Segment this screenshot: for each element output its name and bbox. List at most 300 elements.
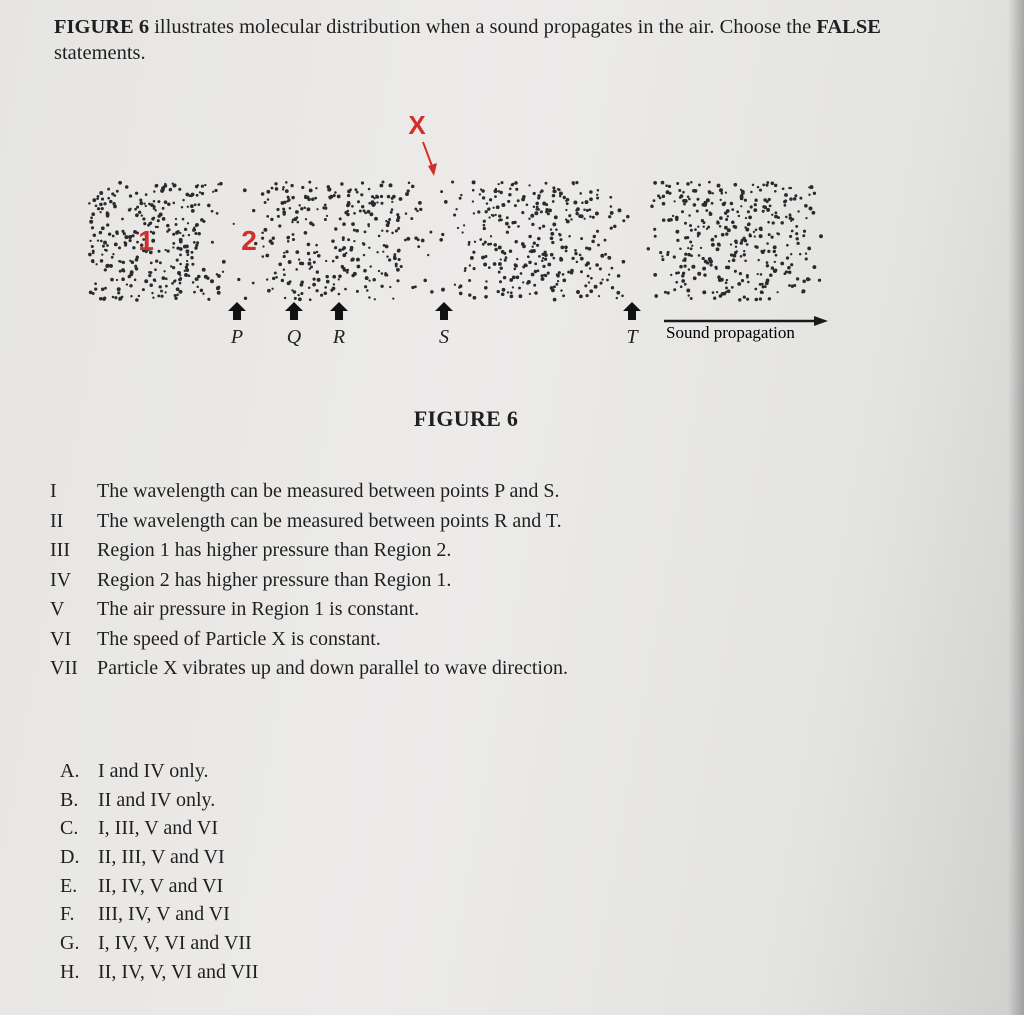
air-particle (560, 289, 562, 291)
air-particle (747, 224, 749, 226)
air-particle (91, 212, 95, 216)
air-particle (324, 286, 327, 289)
air-particle (682, 272, 685, 275)
air-particle (102, 245, 105, 248)
air-particle (287, 196, 290, 199)
air-particle (746, 243, 749, 246)
statement-number: III (50, 539, 70, 561)
air-particle (738, 298, 741, 301)
air-particle (356, 258, 360, 262)
air-particle (175, 218, 177, 220)
air-particle (690, 247, 693, 250)
air-particle (784, 204, 787, 207)
air-particle (743, 295, 746, 298)
air-particle (702, 225, 704, 227)
air-particle (295, 210, 299, 214)
air-particle (536, 244, 539, 247)
air-particle (89, 220, 93, 224)
air-particle (198, 203, 201, 206)
air-particle (270, 218, 273, 221)
answer-option[interactable] (60, 932, 660, 961)
air-particle (138, 295, 140, 297)
air-particle (601, 278, 603, 280)
air-particle (481, 256, 485, 260)
air-particle (573, 201, 577, 205)
air-particle (585, 294, 588, 297)
air-particle (337, 194, 341, 198)
air-particle (746, 298, 749, 301)
air-particle (760, 273, 763, 276)
air-particle (290, 184, 293, 187)
air-particle (710, 264, 713, 267)
air-particle (344, 288, 347, 291)
air-particle (610, 205, 613, 208)
air-particle (124, 241, 127, 244)
air-particle (305, 218, 307, 220)
air-particle (89, 240, 91, 242)
air-particle (97, 239, 99, 241)
air-particle (380, 202, 383, 205)
air-particle (128, 235, 132, 239)
air-particle (555, 283, 558, 286)
option-text: II and IV only. (98, 788, 216, 811)
air-particle (485, 280, 487, 282)
air-particle (103, 297, 106, 300)
air-particle (366, 289, 369, 292)
air-particle (421, 239, 425, 243)
air-particle (464, 269, 467, 272)
air-particle (733, 183, 737, 187)
photo-edge-shadow (1008, 0, 1024, 1015)
air-particle (488, 266, 491, 269)
air-particle (118, 181, 122, 185)
air-particle (722, 202, 726, 206)
air-particle (746, 274, 749, 277)
air-particle (309, 298, 312, 301)
air-particle (346, 213, 350, 217)
air-particle (521, 211, 524, 214)
air-particle (565, 209, 567, 211)
air-particle (161, 276, 165, 280)
air-particle (455, 208, 457, 210)
air-particle (654, 235, 657, 238)
air-particle (473, 267, 476, 270)
air-particle (379, 184, 383, 188)
air-particle (270, 241, 274, 245)
air-particle (703, 273, 706, 276)
air-particle (598, 295, 600, 297)
air-particle (316, 208, 318, 210)
answer-option[interactable] (60, 817, 660, 846)
air-particle (396, 279, 399, 282)
air-particle (479, 238, 482, 241)
air-particle (560, 246, 564, 250)
answer-option[interactable] (60, 875, 660, 904)
air-particle (767, 250, 770, 253)
statement-item (50, 480, 750, 510)
air-particle (613, 225, 616, 228)
air-particle (725, 191, 727, 193)
air-particle (136, 206, 139, 209)
air-particle (696, 198, 699, 201)
particle-x-label: X (408, 110, 426, 140)
air-particle (405, 212, 408, 215)
air-particle (266, 190, 270, 194)
air-particle (766, 242, 769, 245)
air-particle (758, 259, 760, 261)
air-particle (529, 293, 531, 295)
air-particle (396, 268, 400, 272)
air-particle (591, 240, 595, 244)
air-particle (395, 230, 398, 233)
air-particle (518, 287, 521, 290)
air-particle (96, 197, 99, 200)
air-particle (150, 203, 154, 207)
air-particle (579, 192, 582, 195)
air-particle (342, 222, 346, 226)
air-particle (328, 188, 332, 192)
air-particle (99, 203, 103, 207)
air-particle (753, 208, 757, 212)
air-particle (157, 200, 160, 203)
point-s-marker (435, 302, 453, 348)
air-particle (285, 181, 288, 184)
point-p-marker (228, 302, 246, 348)
air-particle (411, 286, 414, 289)
air-particle (300, 207, 303, 210)
air-particle (261, 237, 264, 240)
air-particle (754, 198, 757, 201)
air-particle (743, 253, 746, 256)
air-particle (182, 234, 185, 237)
air-particle (522, 281, 524, 283)
air-particle (501, 250, 505, 254)
air-particle (544, 258, 547, 261)
option-text: I and IV only. (98, 760, 209, 782)
air-particle (107, 188, 110, 191)
air-particle (522, 265, 525, 268)
air-particle (274, 272, 277, 275)
air-particle (356, 290, 359, 293)
air-particle (653, 273, 657, 277)
air-particle (618, 208, 622, 212)
air-particle (807, 246, 811, 250)
air-particle (749, 233, 751, 235)
air-particle (103, 241, 107, 245)
air-particle (135, 298, 139, 302)
air-particle (541, 253, 544, 256)
air-particle (164, 249, 166, 251)
air-particle (172, 266, 175, 269)
air-particle (116, 190, 119, 193)
air-particle (528, 261, 531, 264)
air-particle (599, 282, 602, 285)
air-particle (219, 182, 223, 186)
air-particle (567, 271, 570, 274)
air-particle (341, 267, 344, 270)
air-particle (583, 218, 585, 220)
air-particle (771, 214, 773, 216)
air-particle (616, 291, 620, 295)
air-particle (764, 285, 767, 288)
air-particle (129, 284, 132, 287)
air-particle (176, 294, 179, 297)
air-particle (380, 195, 383, 198)
air-particle (585, 247, 588, 250)
air-particle (216, 286, 220, 290)
air-particle (172, 233, 175, 236)
air-particle (383, 244, 386, 247)
air-particle (537, 237, 541, 241)
air-particle (106, 214, 110, 218)
air-particle (537, 208, 540, 211)
air-particle (559, 238, 562, 241)
air-particle (711, 202, 714, 205)
air-particle (726, 209, 730, 213)
air-particle (308, 181, 311, 184)
air-particle (171, 282, 174, 285)
air-particle (294, 297, 297, 300)
air-particle (282, 208, 285, 211)
air-particle (480, 188, 482, 190)
air-particle (185, 249, 189, 253)
air-particle (482, 196, 485, 199)
air-particle (494, 195, 497, 198)
air-particle (683, 203, 686, 206)
air-particle (500, 219, 503, 222)
air-particle (335, 256, 338, 259)
air-particle (806, 277, 810, 281)
air-particle (184, 270, 186, 272)
air-particle (553, 257, 556, 260)
air-particle (118, 246, 121, 249)
answer-option[interactable] (60, 789, 660, 818)
air-particle (145, 205, 147, 207)
air-particle (611, 286, 614, 289)
air-particle (488, 216, 490, 218)
air-particle (202, 268, 206, 272)
air-particle (308, 287, 311, 290)
air-particle (514, 181, 518, 185)
answer-options (60, 760, 660, 990)
air-particle (285, 189, 289, 193)
air-particle (152, 297, 154, 299)
option-letter: H. (60, 960, 80, 983)
air-particle (505, 256, 508, 259)
air-particle (604, 239, 607, 242)
air-particle (283, 252, 285, 254)
air-particle (763, 205, 767, 209)
air-particle (390, 211, 393, 214)
air-particle (572, 181, 575, 184)
air-particle (112, 253, 114, 255)
air-particle (687, 247, 689, 249)
air-particle (760, 250, 763, 253)
air-particle (266, 215, 269, 218)
air-particle (506, 216, 509, 219)
air-particle (595, 212, 599, 216)
air-particle (516, 258, 518, 260)
air-particle (202, 293, 204, 295)
air-particle (386, 255, 388, 257)
air-particle (212, 191, 214, 193)
air-particle (610, 227, 613, 230)
air-particle (177, 271, 181, 275)
air-particle (457, 227, 459, 229)
air-particle (364, 285, 367, 288)
option-letter: B. (60, 788, 79, 811)
statement-text: The wavelength can be measured between points P and S. (97, 480, 560, 502)
air-particle (311, 197, 315, 201)
air-particle (725, 266, 729, 270)
air-particle (766, 279, 770, 283)
air-particle (515, 188, 518, 191)
air-particle (773, 269, 777, 273)
air-particle (575, 209, 578, 212)
air-particle (812, 265, 816, 269)
air-particle (508, 193, 511, 196)
air-particle (107, 197, 110, 200)
air-particle (487, 208, 490, 211)
air-particle (477, 210, 480, 213)
air-particle (719, 188, 723, 192)
air-particle (156, 226, 159, 229)
air-particle (252, 282, 255, 285)
air-particle (129, 208, 131, 210)
air-particle (184, 228, 187, 231)
air-particle (802, 280, 806, 284)
air-particle (214, 189, 217, 192)
air-particle (541, 277, 545, 281)
answer-option[interactable] (60, 903, 660, 932)
air-particle (767, 221, 770, 224)
answer-option[interactable] (60, 760, 660, 789)
air-particle (472, 200, 474, 202)
air-particle (584, 284, 587, 287)
air-particle (702, 267, 706, 271)
air-particle (179, 253, 182, 256)
arrow-shaft (233, 310, 241, 320)
air-particle (766, 208, 770, 212)
air-particle (762, 184, 765, 187)
air-particle (244, 297, 247, 300)
air-particle (791, 230, 794, 233)
figure-caption: FIGURE 6 (413, 406, 519, 431)
air-particle (795, 232, 798, 235)
air-particle (118, 297, 122, 301)
air-particle (387, 195, 390, 198)
question-body: illustrates molecular distribution when a sound propagates in the air. Choose the (149, 16, 817, 38)
point-arrows (228, 302, 641, 348)
air-particle (712, 192, 714, 194)
arrow-shaft (290, 310, 298, 320)
air-particle (173, 184, 177, 188)
air-particle (514, 221, 517, 224)
air-particle (765, 184, 768, 187)
air-particle (326, 215, 328, 217)
air-particle (579, 295, 583, 299)
air-particle (116, 279, 118, 281)
air-particle (149, 283, 153, 287)
air-particle (371, 203, 375, 207)
question-end: statements. (54, 42, 146, 64)
air-particle (732, 254, 736, 258)
air-particle (388, 218, 391, 221)
air-particle (378, 270, 380, 272)
air-particle (750, 205, 753, 208)
air-particle (184, 273, 188, 277)
answer-option[interactable] (60, 846, 660, 875)
air-particle (702, 257, 705, 260)
particle-x-arrow (423, 142, 437, 176)
statement-text: Region 2 has higher pressure than Region 1. (97, 568, 452, 591)
air-particle (464, 267, 467, 270)
air-particle (536, 269, 539, 272)
air-particle (674, 200, 676, 202)
air-particle (564, 245, 568, 249)
air-particle (117, 291, 120, 294)
air-particle (393, 253, 396, 256)
air-particle (725, 218, 728, 221)
air-particle (679, 196, 682, 199)
air-particle (154, 268, 157, 271)
air-particle (121, 268, 125, 272)
air-particle (167, 250, 170, 253)
air-particle (301, 186, 304, 189)
air-particle (396, 218, 400, 222)
air-particle (545, 203, 548, 206)
answer-option[interactable] (60, 961, 660, 990)
air-particle (307, 243, 311, 247)
air-particle (291, 221, 293, 223)
air-particle (124, 235, 128, 239)
air-particle (384, 273, 388, 277)
air-particle (162, 217, 166, 221)
air-particle (607, 256, 611, 260)
air-particle (741, 279, 744, 282)
air-particle (391, 208, 394, 211)
air-particle (666, 291, 669, 294)
air-particle (298, 204, 300, 206)
air-particle (565, 249, 568, 252)
air-particle (172, 246, 174, 248)
air-particle (819, 234, 823, 238)
air-particle (740, 195, 744, 199)
air-particle (768, 297, 771, 300)
air-particle (297, 221, 300, 224)
option-letter: G. (60, 932, 80, 955)
air-particle (531, 273, 535, 277)
air-particle (773, 250, 776, 253)
air-particle (784, 199, 787, 202)
air-particle (558, 271, 561, 274)
air-particle (738, 215, 740, 217)
air-particle (604, 253, 607, 256)
air-particle (610, 211, 614, 215)
air-particle (179, 277, 182, 280)
air-particle (661, 255, 663, 257)
air-particle (731, 221, 735, 225)
air-particle (338, 275, 342, 279)
air-particle (132, 246, 135, 249)
air-particle (338, 278, 340, 280)
air-particle (353, 212, 356, 215)
air-particle (483, 224, 486, 227)
air-particle (485, 295, 488, 298)
air-particle (300, 292, 303, 295)
air-particle (173, 280, 176, 283)
air-particle (334, 227, 337, 230)
